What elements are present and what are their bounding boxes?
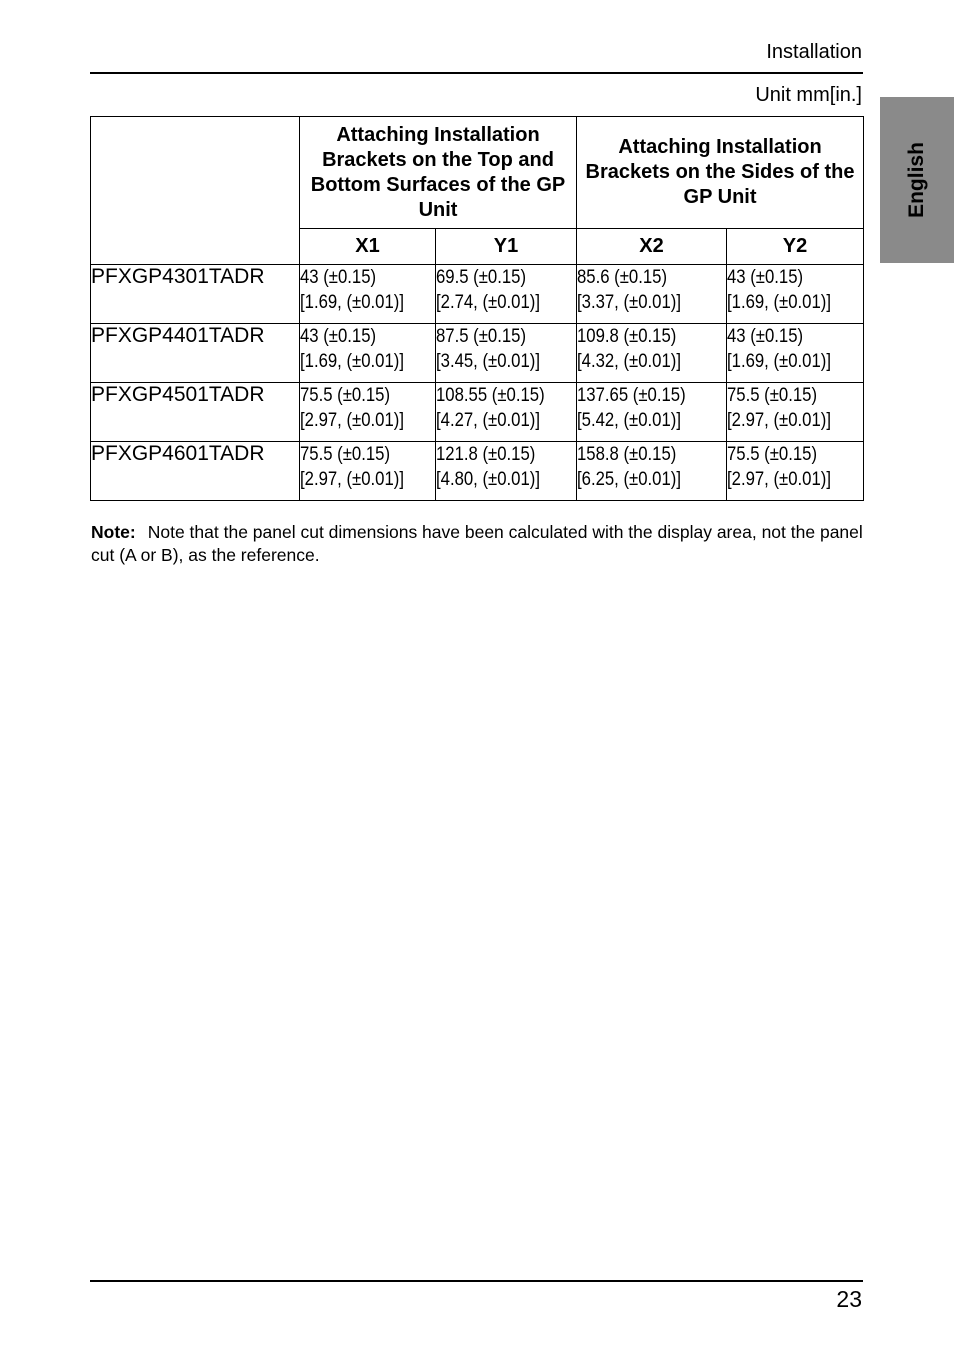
cell-x1 xyxy=(300,265,436,324)
value-in: [5.42, (±0.01)] xyxy=(577,410,681,431)
cell-x1 xyxy=(300,383,436,442)
table-row xyxy=(91,324,864,383)
value-mm: 158.8 (±0.15) xyxy=(577,444,677,465)
value-mm: 43 (±0.15) xyxy=(727,326,804,347)
value-mm: 43 (±0.15) xyxy=(300,267,377,288)
column-header-x1: X1 xyxy=(300,229,436,265)
table-row xyxy=(91,265,864,324)
value-in: [4.80, (±0.01)] xyxy=(436,469,540,490)
value-mm: 43 (±0.15) xyxy=(300,326,377,347)
value-in: [2.74, (±0.01)] xyxy=(436,292,540,313)
group-header-top-bottom: Attaching Installation Brackets on the Top and Bottom Surfaces of the GP Unit xyxy=(300,117,577,229)
value-in: [1.69, (±0.01)] xyxy=(727,351,831,372)
cell-x2 xyxy=(577,324,727,383)
value-mm: 75.5 (±0.15) xyxy=(300,444,391,465)
cell-x2 xyxy=(577,442,727,501)
table-row xyxy=(91,383,864,442)
table-group-header-row xyxy=(91,117,864,229)
model-name: PFXGP4301TADR xyxy=(91,265,300,324)
value-mm: 109.8 (±0.15) xyxy=(577,326,677,347)
value-mm: 75.5 (±0.15) xyxy=(727,444,818,465)
value-in: [2.97, (±0.01)] xyxy=(727,410,831,431)
value-in: [3.45, (±0.01)] xyxy=(436,351,540,372)
section-title: Installation xyxy=(766,41,862,63)
value-in: [3.37, (±0.01)] xyxy=(577,292,681,313)
cell-y2 xyxy=(727,442,864,501)
group-header-sides: Attaching Installation Brackets on the Sides of the GP Unit xyxy=(577,117,864,229)
value-in: [1.69, (±0.01)] xyxy=(727,292,831,313)
footer-divider xyxy=(90,1280,863,1282)
value-in: [4.32, (±0.01)] xyxy=(577,351,681,372)
value-mm: 75.5 (±0.15) xyxy=(300,385,391,406)
cell-y2 xyxy=(727,324,864,383)
model-header-blank xyxy=(91,117,300,265)
header-divider xyxy=(90,72,863,74)
cell-y1 xyxy=(436,265,577,324)
value-mm: 137.65 (±0.15) xyxy=(577,385,686,406)
model-name: PFXGP4401TADR xyxy=(91,324,300,383)
table-row xyxy=(91,442,864,501)
note-label: Note: xyxy=(91,522,136,542)
value-mm: 75.5 (±0.15) xyxy=(727,385,818,406)
value-in: [2.97, (±0.01)] xyxy=(727,469,831,490)
column-header-y2: Y2 xyxy=(727,229,864,265)
note-paragraph xyxy=(91,521,863,567)
value-in: [4.27, (±0.01)] xyxy=(436,410,540,431)
value-mm: 69.5 (±0.15) xyxy=(436,267,527,288)
cell-y2 xyxy=(727,383,864,442)
cell-y1 xyxy=(436,383,577,442)
value-mm: 87.5 (±0.15) xyxy=(436,326,527,347)
cell-x2 xyxy=(577,265,727,324)
cell-y2 xyxy=(727,265,864,324)
value-in: [2.97, (±0.01)] xyxy=(300,469,404,490)
model-name: PFXGP4601TADR xyxy=(91,442,300,501)
cell-x2 xyxy=(577,383,727,442)
page-number: 23 xyxy=(836,1286,862,1312)
value-mm: 85.6 (±0.15) xyxy=(577,267,668,288)
value-in: [6.25, (±0.01)] xyxy=(577,469,681,490)
column-header-y1: Y1 xyxy=(436,229,577,265)
value-mm: 121.8 (±0.15) xyxy=(436,444,536,465)
unit-label: Unit mm[in.] xyxy=(755,84,862,106)
language-tab-label: English xyxy=(905,142,928,218)
column-header-x2: X2 xyxy=(577,229,727,265)
value-in: [1.69, (±0.01)] xyxy=(300,292,404,313)
value-mm: 108.55 (±0.15) xyxy=(436,385,545,406)
value-in: [2.97, (±0.01)] xyxy=(300,410,404,431)
bracket-dimensions-table xyxy=(90,116,864,501)
language-tab xyxy=(880,97,954,263)
cell-y1 xyxy=(436,324,577,383)
note-text: Note that the panel cut dimensions have been calculated with the display area, not the panel cut (A or B), as the reference. xyxy=(91,522,863,565)
cell-x1 xyxy=(300,324,436,383)
cell-x1 xyxy=(300,442,436,501)
value-in: [1.69, (±0.01)] xyxy=(300,351,404,372)
cell-y1 xyxy=(436,442,577,501)
value-mm: 43 (±0.15) xyxy=(727,267,804,288)
model-name: PFXGP4501TADR xyxy=(91,383,300,442)
